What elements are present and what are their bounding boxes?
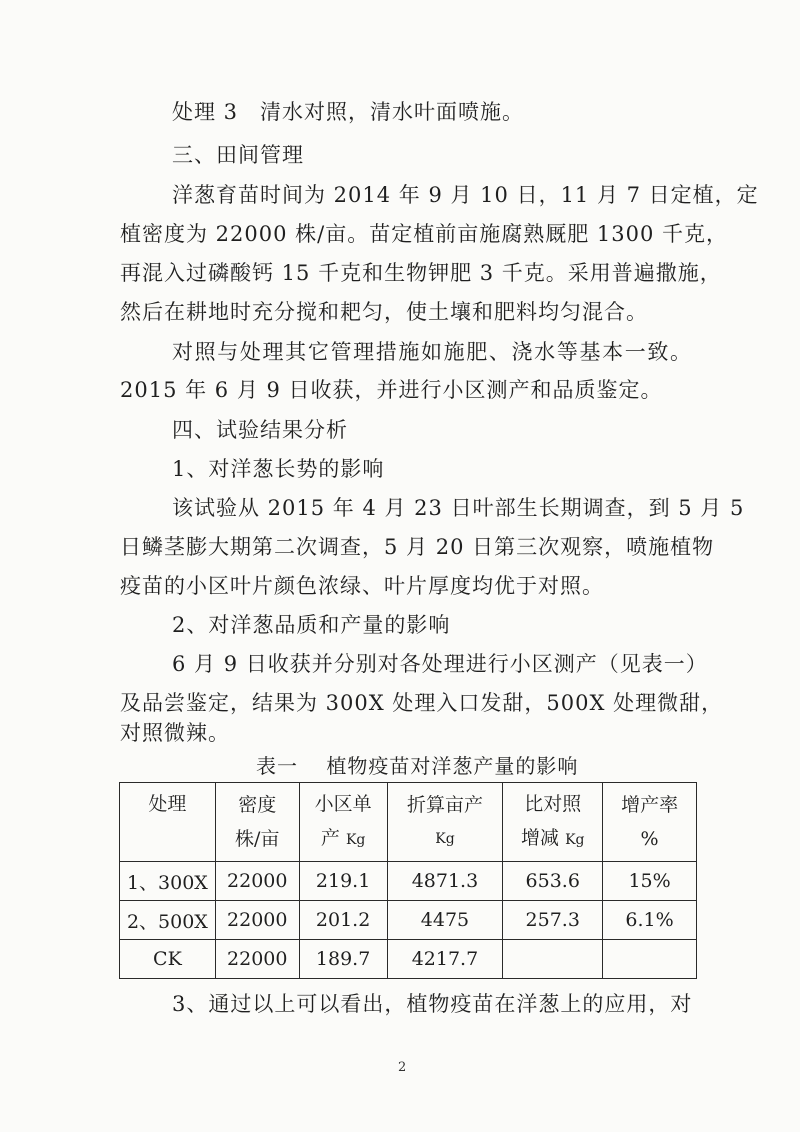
table-cell: 219.1: [299, 862, 387, 901]
table-cell: 653.6: [503, 862, 603, 901]
table-cell: 6.1%: [603, 901, 697, 940]
paragraph-line: 然后在耕地时充分搅和耙匀，使土壤和肥料均匀混合。: [120, 300, 648, 324]
paragraph-line: 对照微辣。: [120, 721, 230, 745]
header-cell: 密度 株/亩: [215, 783, 299, 862]
paragraph-line: 及品尝鉴定，结果为 300X 处理入口发甜，500X 处理微甜，: [120, 691, 724, 715]
table-cell: [603, 940, 697, 979]
table-header-row: [120, 783, 697, 862]
table-row: [120, 901, 697, 940]
subsection-heading: 2、对洋葱品质和产量的影响: [172, 613, 451, 637]
paragraph-line: 6 月 9 日收获并分别对各处理进行小区测产（见表一）: [172, 652, 708, 676]
paragraph-line: 疫苗的小区叶片颜色浓绿、叶片厚度均优于对照。: [120, 574, 604, 598]
table-cell: 22000: [215, 862, 299, 901]
table-row: [120, 940, 697, 979]
subsection-heading: 1、对洋葱长势的影响: [172, 457, 385, 481]
table-cell: [503, 940, 603, 979]
paragraph-line: 再混入过磷酸钙 15 千克和生物钾肥 3 千克。采用普遍撒施，: [120, 261, 722, 285]
paragraph-line: 洋葱育苗时间为 2014 年 9 月 10 日，11 月 7 日定植，定: [172, 183, 759, 207]
paragraph-line: 2015 年 6 月 9 日收获，并进行小区测产和品质鉴定。: [120, 378, 663, 402]
header-cell: 处理: [120, 783, 216, 862]
table-cell: 4871.3: [387, 862, 503, 901]
paragraph-line: 处理 3 清水对照，清水叶面喷施。: [172, 100, 525, 124]
yield-table: [119, 782, 697, 979]
table-caption: 表一 植物疫苗对洋葱产量的影响: [256, 754, 579, 778]
paragraph-line: 该试验从 2015 年 4 月 23 日叶部生长期调查，到 5 月 5: [172, 496, 745, 520]
paragraph-line: 植密度为 22000 株/亩。苗定植前亩施腐熟厩肥 1300 千克，: [120, 222, 729, 246]
table-row: [120, 862, 697, 901]
paragraph-line: 对照与处理其它管理措施如施肥、浇水等基本一致。: [172, 340, 692, 364]
paragraph-line: 3、通过以上可以看出，植物疫苗在洋葱上的应用，对: [172, 992, 693, 1016]
page-number: 2: [398, 1060, 407, 1075]
paragraph-line: 日鳞茎膨大期第二次调查，5 月 20 日第三次观察，喷施植物: [120, 535, 715, 559]
table-cell: 257.3: [503, 901, 603, 940]
section-heading: 四、试验结果分析: [172, 418, 348, 442]
table-cell: 189.7: [299, 940, 387, 979]
table-cell: 22000: [215, 940, 299, 979]
table-cell: 22000: [215, 901, 299, 940]
section-heading: 三、田间管理: [172, 143, 304, 167]
header-cell: 小区单 产 Kg: [299, 783, 387, 862]
header-cell: 比对照 增减 Kg: [503, 783, 603, 862]
table-cell: 15%: [603, 862, 697, 901]
table-cell: 201.2: [299, 901, 387, 940]
table-cell: 1、300X: [120, 862, 216, 901]
header-cell: 增产率 %: [603, 783, 697, 862]
table-cell: 4475: [387, 901, 503, 940]
table-cell: CK: [120, 940, 216, 979]
table-cell: 2、500X: [120, 901, 216, 940]
table-cell: 4217.7: [387, 940, 503, 979]
header-cell: 折算亩产 Kg: [387, 783, 503, 862]
